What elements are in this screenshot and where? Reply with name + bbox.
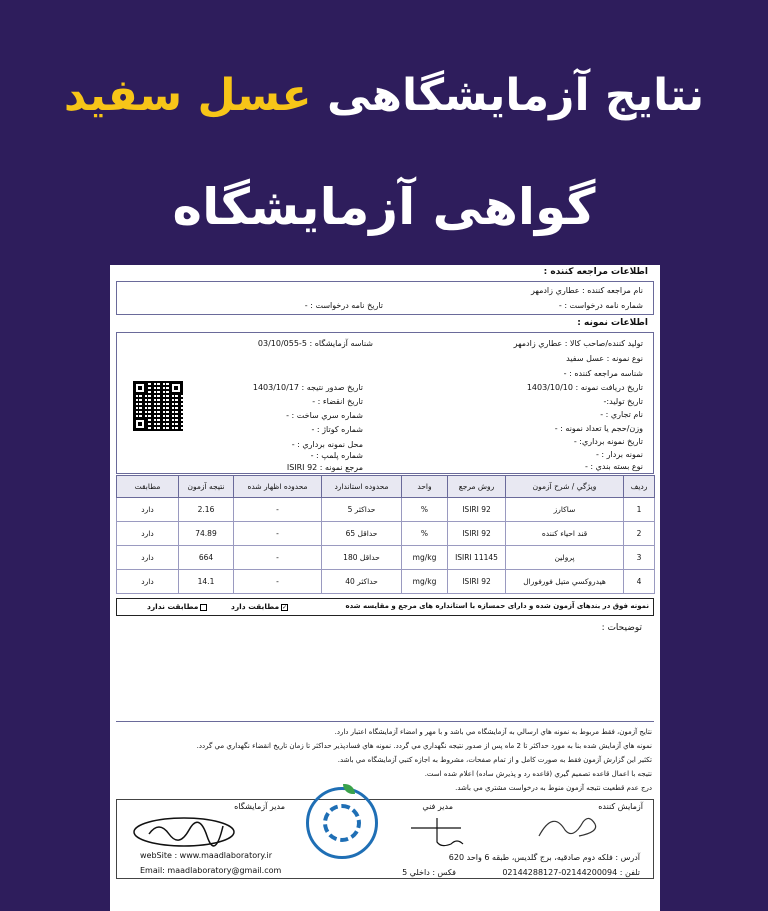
cell-test: قند احياء كننده: [506, 522, 624, 546]
applicant-id: شناسه مراجعه كننده : -: [563, 369, 643, 378]
banner-title-main: نتایج آزمایشگاهی: [326, 70, 705, 121]
trade-name: نام تجاري : -: [600, 410, 643, 419]
remarks-label: توضيحات :: [601, 623, 642, 633]
cell-method: ISIRI 92: [448, 498, 506, 522]
request-number: شماره نامه درخواست : -: [558, 301, 643, 310]
cell-no: 1: [624, 498, 655, 522]
sample-box: [116, 332, 654, 474]
banner-title: [0, 70, 768, 121]
cell-no: 2: [624, 522, 655, 546]
issue-date: تاريخ صدور نتيجه : 1403/10/17: [252, 383, 363, 392]
receive-date: تاريخ دريافت نمونه : 1403/10/10: [526, 383, 643, 392]
results-header-cell: محدوده استاندارد: [322, 476, 402, 498]
note-5: درج عدم قطعيت نتيجه آزمون منوط به درخواست مشتري مي باشد.: [455, 784, 652, 792]
cell-test: هيدروكسي متيل فورفورال: [506, 570, 624, 594]
footer-email[interactable]: Email: maadlaboratory@gmail.com: [140, 866, 282, 875]
lab-certificate: [110, 265, 660, 911]
expiry-date: تاريخ انقضاء : -: [312, 397, 363, 406]
production-date: تاريخ توليد:-: [603, 397, 643, 406]
results-header-cell: واحد: [402, 476, 448, 498]
qr-code: [133, 381, 183, 431]
results-header-cell: روش مرجع: [448, 476, 506, 498]
table-row: [117, 546, 655, 570]
results-header-cell: نتيجه آزمون: [179, 476, 234, 498]
lab-manager-signature: [129, 810, 239, 850]
results-header-cell: ويژگي / شرح آزمون: [506, 476, 624, 498]
sampling-place: محل نمونه برداري : -: [291, 440, 363, 449]
results-header-cell: رديف: [624, 476, 655, 498]
applicant-section-title: اطلاعات مراجعه کننده :: [543, 267, 648, 277]
technical-manager-signature: [407, 814, 477, 848]
technical-manager-label: مدير فني: [422, 802, 453, 811]
sample-section-title: اطلاعات نمونه :: [577, 318, 648, 328]
has-match-option[interactable]: ✓مطابقت دارد: [231, 602, 288, 611]
cell-method: ISIRI 92: [448, 570, 506, 594]
weight-count: وزن/حجم يا تعداد نمونه : -: [554, 424, 643, 433]
cell-match: دارد: [117, 546, 179, 570]
banner-title-highlight: عسل سفید: [63, 70, 312, 121]
cell-declared: -: [234, 546, 322, 570]
results-header-cell: مطابقت: [117, 476, 179, 498]
note-4: نتيجه با اعمال قاعده تصميم گيري (قاعده رد و پذيرش ساده) اعلام شده است.: [424, 770, 652, 778]
tester-signature: [535, 808, 605, 844]
table-row: [117, 570, 655, 594]
cell-result: 74.89: [179, 522, 234, 546]
banner: [0, 0, 768, 265]
sampling-date: تاريخ نمونه برداري: -: [573, 437, 643, 446]
request-date: تاريخ نامه درخواست : -: [304, 301, 383, 310]
cell-test: پرولين: [506, 546, 624, 570]
cell-match: دارد: [117, 522, 179, 546]
results-table: [116, 475, 655, 594]
cell-no: 3: [624, 546, 655, 570]
banner-subtitle: گواهی آزمایشگاه: [172, 178, 596, 236]
lab-id: شناسه آزمايشگاه : 5-03/10/055: [257, 339, 373, 348]
batch-number: شماره سري ساخت : -: [286, 411, 363, 420]
seal-number: شماره پلمپ : -: [310, 451, 363, 460]
notes-box: [116, 721, 654, 801]
tester-label: آزمايش كننده: [598, 802, 643, 811]
cell-result: 664: [179, 546, 234, 570]
cell-declared: -: [234, 570, 322, 594]
conformity-box: [116, 598, 654, 616]
checkbox-checked-icon[interactable]: ✓: [282, 603, 288, 611]
cell-unit: %: [402, 522, 448, 546]
cell-declared: -: [234, 522, 322, 546]
cell-unit: %: [402, 498, 448, 522]
gear-icon: [323, 804, 361, 842]
cell-test: ساكارز: [506, 498, 624, 522]
code-number: شماره كوتاژ : -: [311, 425, 363, 434]
cell-standard: حداقل 180: [322, 546, 402, 570]
table-row: [117, 522, 655, 546]
table-row: [117, 498, 655, 522]
cell-standard: حداقل 65: [322, 522, 402, 546]
footer-phone: تلفن : 02144200094-02144288127: [502, 868, 640, 877]
cell-standard: حداكثر 5: [322, 498, 402, 522]
cell-declared: -: [234, 498, 322, 522]
cell-no: 4: [624, 570, 655, 594]
sample-reference: مرجع نمونه : ISIRI 92: [286, 463, 363, 472]
note-2: نمونه هاي آزمايش شده بنا به مورد حداكثر تا 2 ماه پس از صدور نتيجه نگهداري مي گردد. نمونه هاي فسادپذير حداكثر تا زمان تاريخ انقضاء نگهداري مي گردد.: [196, 742, 652, 750]
footer-address: آدرس : فلكه دوم صادقيه، برج گلديس، طبقه 6 واحد 620: [448, 853, 640, 862]
footer-website[interactable]: webSite : www.maadlaboratory.ir: [140, 851, 273, 860]
results-header-cell: محدوده اظهار شده: [234, 476, 322, 498]
applicant-name: نام مراجعه کننده : عطاري زادمهر: [530, 286, 643, 295]
cell-unit: mg/kg: [402, 570, 448, 594]
sample-type: نوع نمونه : عسل سفيد: [566, 354, 643, 363]
lab-manager-label: مدير آزمايشگاه: [234, 802, 285, 811]
note-1: نتايج آزمون، فقط مربوط به نمونه هاي ارسالي به آزمايشگاه مي باشد و با مهر و امضاء آزمايشگاه اعتبار دارد.: [334, 728, 652, 736]
results-header-row: [117, 476, 655, 498]
footer-fax: فكس : داخلي 5: [402, 868, 456, 877]
producer: توليد كننده/صاحب كالا : عطاري زادمهر: [513, 339, 643, 348]
cell-method: ISIRI 92: [448, 522, 506, 546]
cell-match: دارد: [117, 570, 179, 594]
cell-result: 2.16: [179, 498, 234, 522]
note-3: تكثير اين گزارش آزمون فقط به صورت كامل و از تمام صفحات، مشروط به اجازه كتبي آزمايشگاه مي باشد.: [337, 756, 652, 764]
conformity-statement: نمونه فوق در بندهای آزمون شده و دارای حمسازه با استانداره های مرجع و مقایسه شده: [345, 602, 649, 610]
cell-method: ISIRI 11145: [448, 546, 506, 570]
package-type: نوع بسته بندي : -: [584, 462, 643, 471]
lab-seal: [306, 787, 378, 859]
cell-standard: حداكثر 40: [322, 570, 402, 594]
cell-match: دارد: [117, 498, 179, 522]
sampler: نمونه بردار : -: [596, 450, 643, 459]
cell-unit: mg/kg: [402, 546, 448, 570]
checkbox-empty-icon[interactable]: [200, 604, 207, 611]
cell-result: 14.1: [179, 570, 234, 594]
applicant-box: [116, 281, 654, 315]
no-match-option[interactable]: مطابقت ندارد: [147, 602, 207, 611]
